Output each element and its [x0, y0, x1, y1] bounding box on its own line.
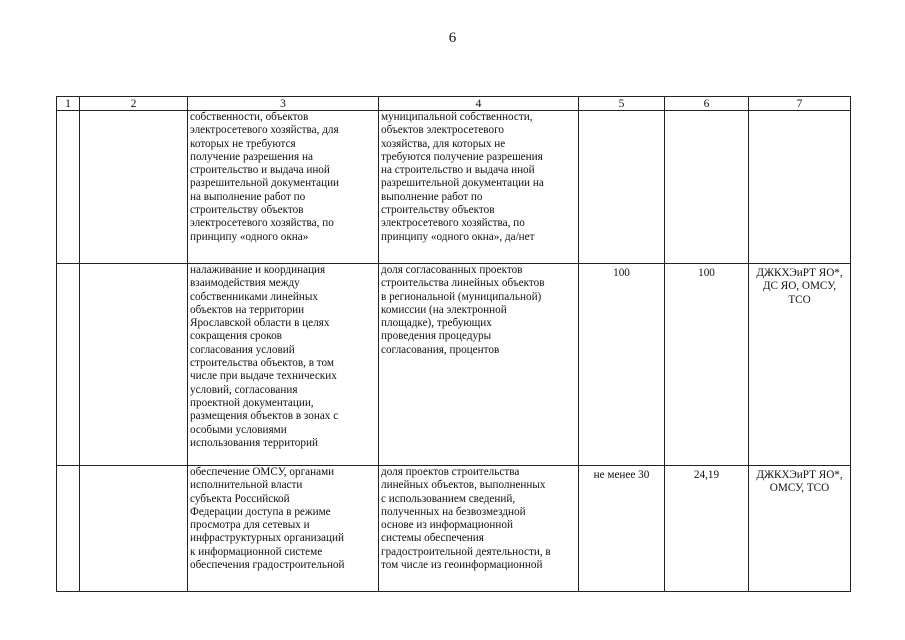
table-row — [57, 264, 851, 466]
measure-text: налаживание и координация взаимодействия между собственниками линейных объектов на территории Ярославской области в целях сокращения сроков согласования условий строительства объектов, в том числе при выдаче технических условий, согласования проектной документации, размещения объектов в зонах с особыми условиями использования территорий — [190, 264, 339, 449]
actual-value-cell — [665, 111, 749, 264]
section-cell — [80, 466, 188, 592]
actual-value-cell: 24,19 — [665, 466, 749, 592]
indicator-text: муниципальной собственности, объектов электросетевого хозяйства, для которых не требуются получение разрешения на строительство и выдача иной разрешительной документации на выполнение работ по строительству объектов электросетевого хозяйства, по принципу «одного окна», да/нет — [381, 111, 544, 243]
row-number-cell — [57, 466, 80, 592]
measure-cell — [188, 111, 379, 264]
target-value-cell: не менее 30 — [579, 466, 665, 592]
section-cell — [80, 264, 188, 466]
target-value-cell — [579, 111, 665, 264]
responsible-text: ДЖКХЭиРТ ЯО*, ОМСУ, ТСО — [756, 469, 843, 495]
indicator-text: доля проектов строительства линейных объектов, выполненных с использованием сведений, полученных на безвозмездной основе из информационной системы обеспечения градостроительной деятельности, в том числе из геоинформационной — [381, 466, 551, 572]
indicator-cell — [379, 111, 579, 264]
target-value-cell: 100 — [579, 264, 665, 466]
responsible-cell — [749, 111, 851, 264]
column-header-7: 7 — [749, 97, 851, 111]
column-header-3: 3 — [188, 97, 379, 111]
responsible-text: ДЖКХЭиРТ ЯО*, ДС ЯО, ОМСУ, ТСО — [756, 267, 843, 306]
column-header-4: 4 — [379, 97, 579, 111]
row-number-cell — [57, 111, 80, 264]
indicator-cell — [379, 264, 579, 466]
table-row — [57, 111, 851, 264]
section-cell — [80, 111, 188, 264]
page-number: 6 — [448, 30, 457, 46]
measure-text: обеспечение ОМСУ, органами исполнительной власти субъекта Российской Федерации доступа в режиме просмотра для сетевых и инфраструктурных организаций к информационной системе обеспечения градостроительной — [190, 466, 345, 572]
column-header-6: 6 — [665, 97, 749, 111]
column-header-1: 1 — [57, 97, 80, 111]
responsible-cell — [749, 466, 851, 592]
column-header-2: 2 — [80, 97, 188, 111]
table-row — [57, 466, 851, 592]
indicator-text: доля согласованных проектов строительства линейных объектов в региональной (муниципальной) комиссии (на электронной площадке), требующих проведения процедуры согласования, процентов — [381, 264, 545, 356]
actual-value-cell: 100 — [665, 264, 749, 466]
column-header-5: 5 — [579, 97, 665, 111]
row-number-cell — [57, 264, 80, 466]
measures-table — [56, 96, 851, 592]
measure-cell — [188, 466, 379, 592]
responsible-cell — [749, 264, 851, 466]
table-header-row — [57, 97, 851, 111]
indicator-cell — [379, 466, 579, 592]
measure-text: собственности, объектов электросетевого хозяйства, для которых не требуются получение разрешения на строительство и выдача иной разрешительной документации на выполнение работ по строительству объектов электросетевого хозяйства, по принципу «одного окна» — [190, 111, 340, 243]
measure-cell — [188, 264, 379, 466]
